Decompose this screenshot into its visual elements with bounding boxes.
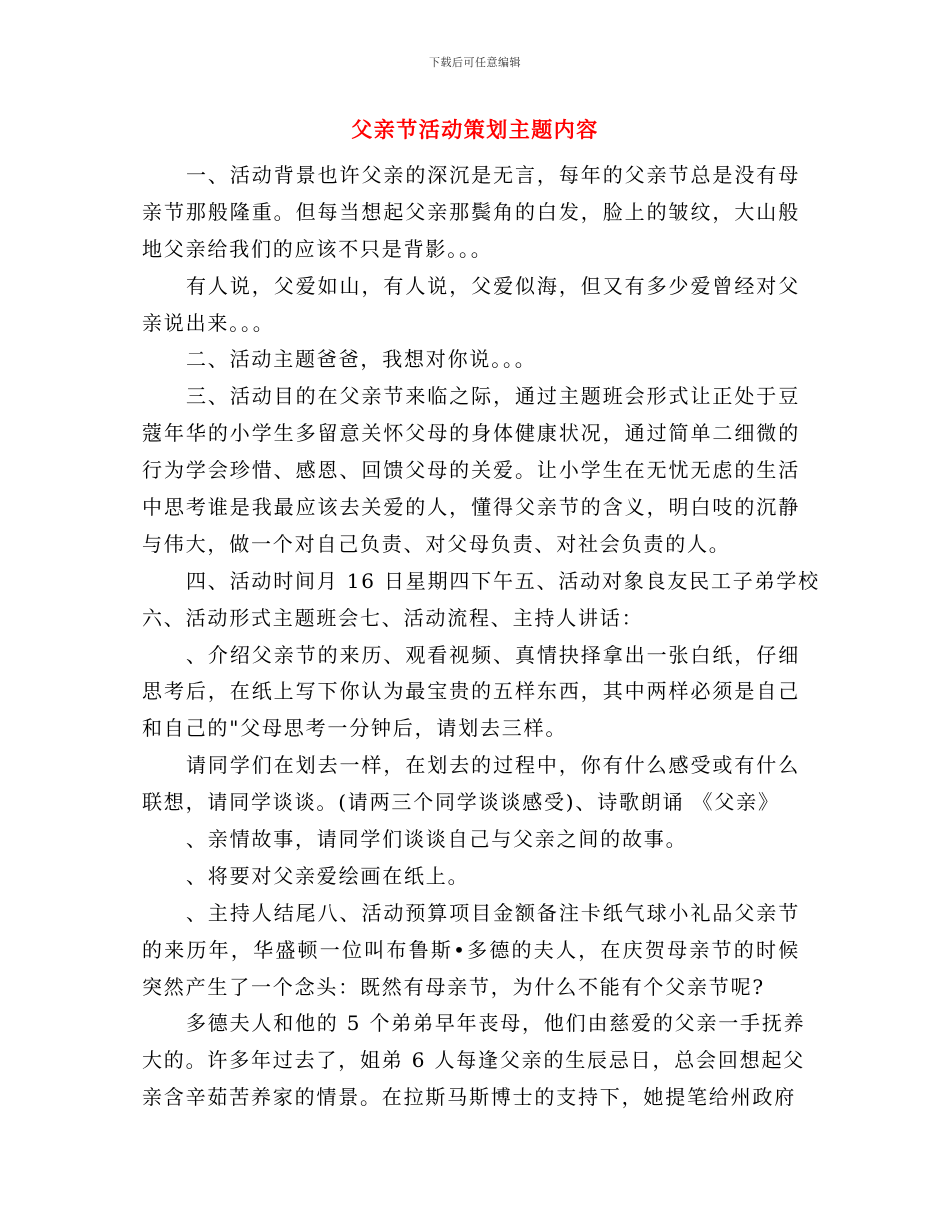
body-line: 、亲情故事，请同学们谈谈自己与父亲之间的故事。 — [186, 827, 688, 852]
body-line: 二、活动主题爸爸，我想对你说。。。 — [186, 347, 537, 372]
body-line: 地父亲给我们的应该不只是背影。。。 — [142, 236, 493, 261]
header-note: 下载后可任意编辑 — [429, 56, 521, 69]
paragraph — [142, 821, 800, 858]
body-line: 思考后，在纸上写下你认为最宝贵的五样东西，其中两样必须是自己 — [142, 679, 800, 704]
body-line: 六、活动形式主题班会七、活动流程、主持人讲话： — [142, 605, 644, 630]
body-line: 多德夫人和他的 5 个弟弟早年丧母，他们由慈爱的父亲一手抚养 — [186, 1011, 806, 1036]
body-line: 有人说，父爱如山，有人说，父爱似海，但又有多少爱曾经对父 — [186, 273, 800, 298]
body-line: 突然产生了一个念头：既然有母亲节，为什么不能有个父亲节呢? — [142, 974, 765, 999]
body-line: 大的。许多年过去了，姐弟 6 人每逢父亲的生辰忌日，总会回想起父 — [142, 1048, 806, 1073]
paragraph — [142, 157, 800, 268]
paragraph — [142, 563, 820, 637]
body-line: 亲说出来。。。 — [142, 310, 275, 335]
document-body — [142, 157, 820, 1116]
paragraph — [142, 341, 800, 378]
body-line: 蔻年华的小学生多留意关怀父母的身体健康状况，通过简单二细微的 — [142, 421, 800, 446]
body-line: 行为学会珍惜、感恩、回馈父母的关爱。让小学生在无忧无虑的生活 — [142, 458, 800, 483]
body-line: 亲节那般隆重。但每当想起父亲那鬓角的白发，脸上的皱纹，大山般 — [142, 199, 800, 224]
paragraph — [142, 378, 800, 562]
body-line: 一、活动背景也许父亲的深沉是无言，每年的父亲节总是没有母 — [186, 163, 800, 187]
body-line: 请同学们在划去一样，在划去的过程中，你有什么感受或有什么 — [186, 753, 800, 778]
body-line: 与伟大，做一个对自己负责、对父母负责、对社会负责的人。 — [142, 531, 731, 556]
body-line: 和自己的"父母思考一分钟后，请划去三样。 — [142, 716, 568, 741]
paragraph — [142, 895, 800, 1006]
body-line: 三、活动目的在父亲节来临之际，通过主题班会形式让正处于豆 — [186, 384, 800, 409]
paragraph — [142, 1005, 806, 1116]
body-line: 四、活动时间月 16 日星期四下午五、活动对象良友民工子弟学校 — [186, 568, 820, 593]
body-line: 、介绍父亲节的来历、观看视频、真情抉择拿出一张白纸，仔细 — [186, 642, 800, 667]
body-line: 亲含辛茹苦养家的情景。在拉斯马斯博士的支持下，她提笔给州政府 — [142, 1085, 796, 1110]
document-title: 父亲节活动策划主题内容 — [351, 118, 599, 142]
body-line: 的来历年，华盛顿一位叫布鲁斯•多德的夫人，在庆贺母亲节的时候 — [142, 937, 800, 962]
paragraph — [142, 747, 800, 821]
paragraph — [142, 268, 800, 342]
paragraph — [142, 858, 800, 895]
body-line: 中思考谁是我最应该去关爱的人，懂得父亲节的含义，明白吱的沉静 — [142, 495, 800, 520]
body-line: 联想，请同学谈谈。(请两三个同学谈谈感受)、诗歌朗诵 《父亲》 — [142, 790, 780, 815]
body-line: 、将要对父亲爱绘画在纸上。 — [186, 863, 470, 888]
paragraph — [142, 637, 800, 748]
body-line: 、主持人结尾八、活动预算项目金额备注卡纸气球小礼品父亲节 — [186, 900, 800, 925]
